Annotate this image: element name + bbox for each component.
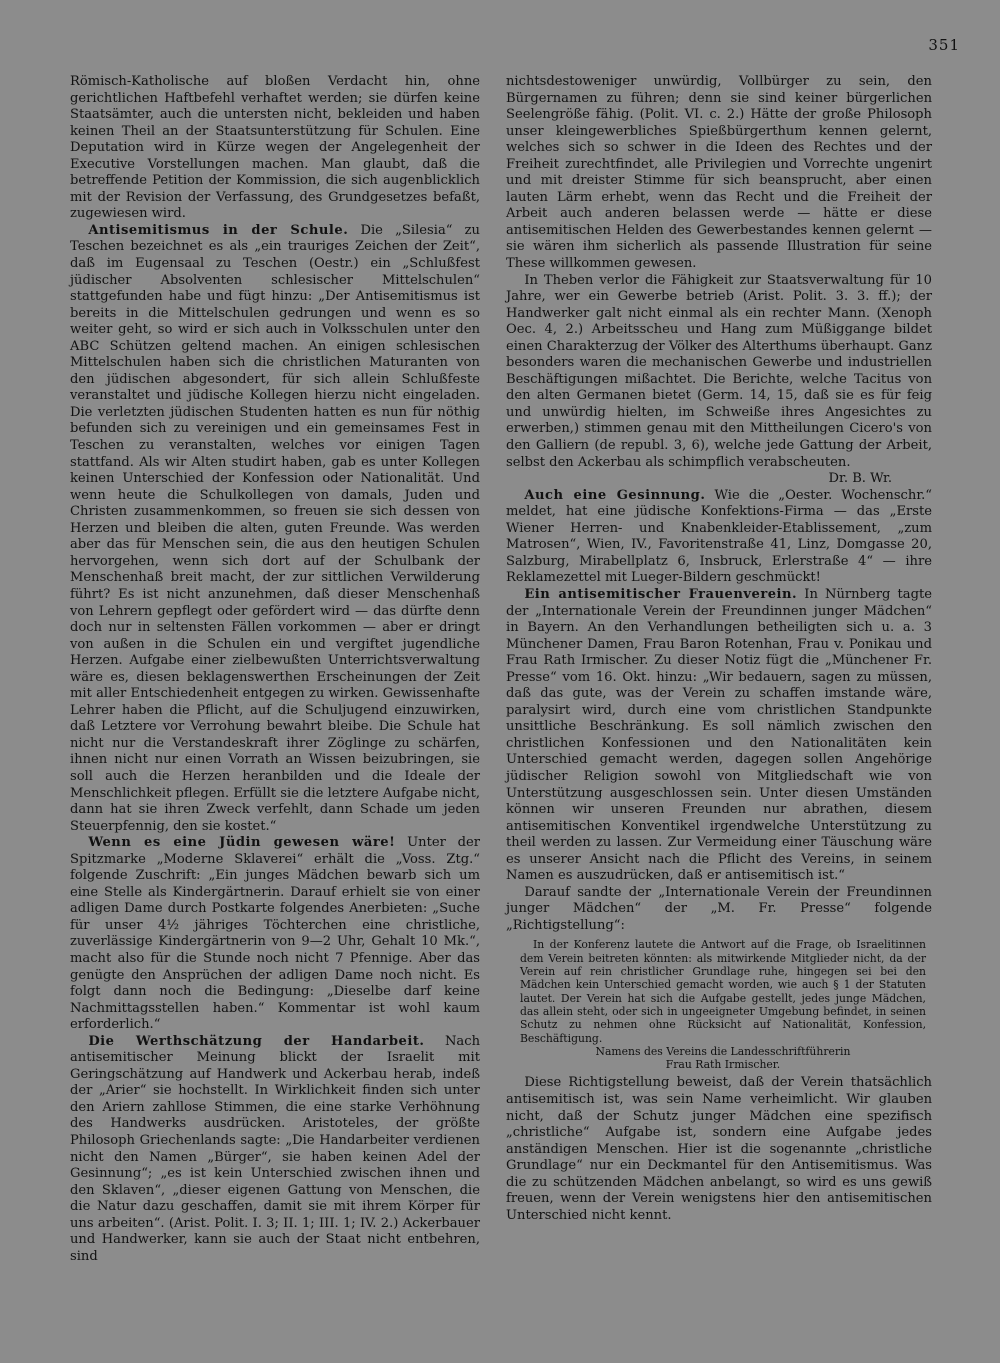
article-heading: Auch eine Gesinnung.	[524, 487, 706, 503]
article-heading: Wenn es eine Jüdin gewesen wäre!	[88, 835, 396, 851]
article-paragraph	[506, 488, 932, 587]
article-paragraph	[506, 587, 932, 885]
quoted-correction	[520, 938, 926, 1071]
article-heading: Ein antisemitischer Frauenverein.	[524, 586, 798, 602]
article-text: Nach antisemitischer Meinung blickt der Israelit mit Geringschätzung auf Handwerk und Ackerbau herab, indeß der „Arier“ sie hochstellt. In Wirklichkeit finden sich unter den Ariern zahllose Stimmen, die eine starke Verhöhnung des Handwerks ausdrücken. Aristoteles, der größte Philosoph Griechenlands sagte: „Die Handarbeiter verdienen nicht den Namen „Bürger“, sie haben keinen Adel der Gesinnung“; „es ist kein Unterschied zwischen ihnen und den Sklaven“, „dieser eigenen Gattung von Menschen, die die Natur dazu geschaffen, damit sie mit ihrem Körper für uns arbeiten“. (Arist. Polit. I. 3; II. 1; III. 1; IV. 2.) Ackerbauer und Handwerker, kann sie auch der Staat nicht entbehren, sind	[70, 1033, 480, 1264]
article-text: Die „Silesia“ zu Teschen bezeichnet es als „ein trauriges Zeichen der Zeit“, daß im Eugensaal zu Teschen (Oestr.) ein „Schlußfest jüdischer Absolventen schlesischer Mittelschulen“ stattgefunden habe und fügt hinzu: „Der Antisemitismus ist bereits in die Mittelschulen gedrungen und wenn es so weiter geht, so wird er sich auch in Volksschulen unter den ABC Schützen geltend machen. An einigen schlesischen Mittelschulen haben sich die christlichen Maturanten von den jüdischen abgesondert, für sich allein Schlußfeste veranstaltet und jüdische Kollegen hierzu nicht eingeladen. Die verletzten jüdischen Studenten hatten es nun für nöthig befunden sich zu vereinigen und ein gemeinsames Fest in Teschen zu veranstalten, welches vor einigen Tagen stattfand. Als wir Alten studirt haben, gab es unter Kollegen keinen Unterschied der Konfession oder Nationalität. Und wenn heute die Schulkollegen von damals, Juden und Christen zusammenkommen, so freuen sie sich dessen von Herzen und bleiben die alten, guten Freunde. Was werden aber das für Menschen sein, die aus den heutigen Schulen hervorgehen, wenn sich dort auf der Schulbank der Menschenhaß breit macht, der zur sittlichen Verwilderung führt? Es ist nicht anzunehmen, daß dieser Menschenhaß von Lehrern gepflegt oder gefördert wird — das dürfte denn doch nur in seltensten Fällen vorkommen — aber er dringt von außen in die Schulen ein und vergiftet jugendliche Herzen. Aufgabe einer zielbewußten Unterrichtsverwaltung wäre es, diesen beklagenswerthen Erscheinungen der Zeit mit aller Entschiedenheit entgegen zu wirken. Gewissenhafte Lehrer haben die Pflicht, auf die Schuljugend einzuwirken, daß Letztere vor Verrohung bewahrt bleibe. Die Schule hat nicht nur die Verstandeskraft ihrer Zöglinge zu schärfen, ihnen nicht nur einen Vorrath an Wissen beizubringen, sie soll auch die Herzen heranbilden und die Ideale der Menschlichkeit pflegen. Erfüllt sie die letztere Aufgabe nicht, dann hat sie ihren Zweck verfehlt, dann Schade um jeden Steuerpfennig, den sie kostet.“	[70, 222, 480, 834]
article-text: Unter der Spitzmarke „Moderne Sklaverei“ erhält die „Voss. Ztg.“ folgende Zuschrift: „Ein junges Mädchen bewarb sich um eine Stelle als Kindergärtnerin. Darauf erhielt sie von einer adligen Dame durch Postkarte folgendes Anerbieten: „Suche für unser 4½ jähriges Töchterchen eine christliche, zuverlässige Kindergärtnerin von 9—2 Uhr, Gehalt 10 Mk.“, macht also für die Stunde noch nicht 7 Pfennige. Aber das genügte den Ansprüchen der adligen Dame noch nicht. Es folgt dann noch die Bedingung: „Dieselbe darf keine Nachmittagsstellen haben.“ Kommentar ist wohl kaum erforderlich.“	[70, 835, 480, 1033]
article-paragraph	[70, 835, 480, 1034]
left-column	[70, 74, 480, 1265]
page-number: 351	[928, 36, 960, 54]
article-paragraph	[70, 1034, 480, 1266]
article-paragraph: nichtsdestoweniger unwürdig, Vollbürger zu sein, den Bürgernamen zu führen; denn sie sind keiner bürgerlichen Seelengröße fähig. (Polit. VI. c. 2.) Hätte der große Philosoph unser kleingewerbliches Spießbürgerthum kennen gelernt, welches sich so schwer in die Ideen des Rechtes und der Freiheit zurechtfindet, alle Privilegien und Vorrechte ungenirt und mit dreister Stimme für sich beansprucht, aber einen lauten Lärm erhebt, wenn das Recht und die Freiheit der Arbeit auch anderen belassen werde — hätte er diese antisemitischen Helden des Gewerbestandes kennen gelernt — sie wären ihm sicherlich als passende Illustration für seine These willkommen gewesen.	[506, 74, 932, 272]
article-paragraph	[70, 223, 480, 835]
article-heading: Antisemitismus in der Schule.	[88, 222, 349, 238]
quote-signature-line: Namens des Vereins die Landesschriftführerin	[595, 1044, 851, 1058]
article-text: In Nürnberg tagte der „Internationale Verein der Freundinnen junger Mädchen“ in Bayern. An den Verhandlungen betheiligten sich u. a. 3 Münchener Damen, Frau Baron Rotenhan, Frau v. Ponikau und Frau Rath Irmischer. Zu dieser Notiz fügt die „Münchener Fr. Presse“ vom 16. Okt. hinzu: „Wir bedauern, sagen zu müssen, daß das gute, was der Verein zu schaffen imstande wäre, paralysirt wird, durch eine vom christlichen Standpunkte unsittliche Beschränkung. Es soll nämlich zwischen den christlichen Konfessionen und den Nationalitäten kein Unterschied gemacht werden, dagegen sollen Angehörige jüdischer Religion sowohl von Mitgliedschaft wie von Unterstützung ausgeschlossen sein. Unter diesen Umständen können wir unseren Freunden nur abrathen, diesem antisemitischen Konventikel irgendwelche Unterstützung zu theil werden zu lassen. Zur Vermeidung einer Täuschung wäre es unserer Ansicht nach die Pflicht des Vereins, in seinem Namen es auszudrücken, daß er antisemitisch ist.“	[506, 586, 932, 884]
article-text: Wie die „Oester. Wochenschr.“ meldet, hat eine jüdische Konfektions-Firma — das „Erste Wiener Herren- und Knabenkleider-Etablissement, „zum Matrosen“, Wien, IV., Favoritenstraße 41, Linz, Domgasse 20, Salzburg, Mirabellplatz 6, Insbruck, Erlerstraße 4“ — ihre Reklamezettel mit Lueger-Bildern geschmückt!	[506, 487, 932, 586]
article-paragraph: Darauf sandte der „Internationale Verein der Freundinnen junger Mädchen“ der „M. Fr. Presse“ folgende „Richtigstellung“:	[506, 884, 932, 933]
article-heading: Die Werthschätzung der Handarbeit.	[88, 1033, 425, 1049]
right-column	[506, 74, 932, 1224]
article-paragraph: Diese Richtigstellung beweist, daß der Verein thatsächlich antisemitisch ist, was sein Name verheimlicht. Wir glauben nicht, daß der Schutz junger Mädchen eine spezifisch „christliche“ Aufgabe ist, sondern eine Aufgabe jedes anständigen Menschen. Hier ist die sogenannte „christliche Grundlage“ nur ein Deckmantel für den Antisemitismus. Was die zu schützenden Mädchen anbelangt, so wird es uns gewiß freuen, wenn der Verein wenigstens hier den antisemitischen Unterschied nicht kennt.	[506, 1075, 932, 1223]
article-paragraph: Römisch-Katholische auf bloßen Verdacht hin, ohne gerichtlichen Haftbefehl verhaftet werden; sie dürfen keine Staatsämter, auch die untersten nicht, bekleiden und haben keinen Theil an der Staatsunterstützung für Schulen. Eine Deputation wird in Kürze wegen der Angelegenheit der Executive Vorstellungen machen. Man glaubt, daß die betreffende Petition der Kommission, die sich augenblicklich mit der Revision der Verfassung, des Grundgesetzes befaßt, zugewiesen wird.	[70, 74, 480, 222]
quote-signature-name: Frau Rath Irmischer.	[665, 1058, 781, 1072]
author-signature: Dr. B. Wr.	[828, 471, 892, 487]
article-paragraph: In Theben verlor die Fähigkeit zur Staatsverwaltung für 10 Jahre, wer ein Gewerbe betrieb (Arist. Polit. 3. 3. ff.); der Handwerker galt nicht einmal als ein rechter Mann. (Xenoph Oec. 4, 2.) Arbeitsscheu und Hang zum Müßiggange bildet einen Charakterzug der Völker des Alterthums überhaupt. Ganz besonders waren die mechanischen Gewerbe und industriellen Beschäftigungen mißachtet. Die Berichte, welche Tacitus von den alten Germanen bietet (Germ. 14, 15, daß sie es für feig und unwürdig hielten, im Schweiße ihres Angesichtes zu erwerben,) stimmen genau mit den Mittheilungen Cicero's von den Galliern (de republ. 3, 6), welche jede Gattung der Arbeit, selbst den Ackerbau als schimpflich verabscheuten.	[506, 272, 932, 470]
quoted-text: In der Konferenz lautete die Antwort auf die Frage, ob Israelitinnen dem Verein beitreten könnten: als mitwirkende Mitglieder nicht, da der Verein auf rein christlicher Grundlage ruhe, hingegen sei bei den Mädchen kein Unterschied gemacht worden, wie auch § 1 der Statuten lautet. Der Verein hat sich die Aufgabe gestellt, jedes junge Mädchen, das allein steht, oder sich in ungeeigneter Umgebung befindet, in seinen Schutz zu nehmen ohne Rücksicht auf Nationalität, Konfession, Beschäftigung.	[520, 938, 926, 1045]
